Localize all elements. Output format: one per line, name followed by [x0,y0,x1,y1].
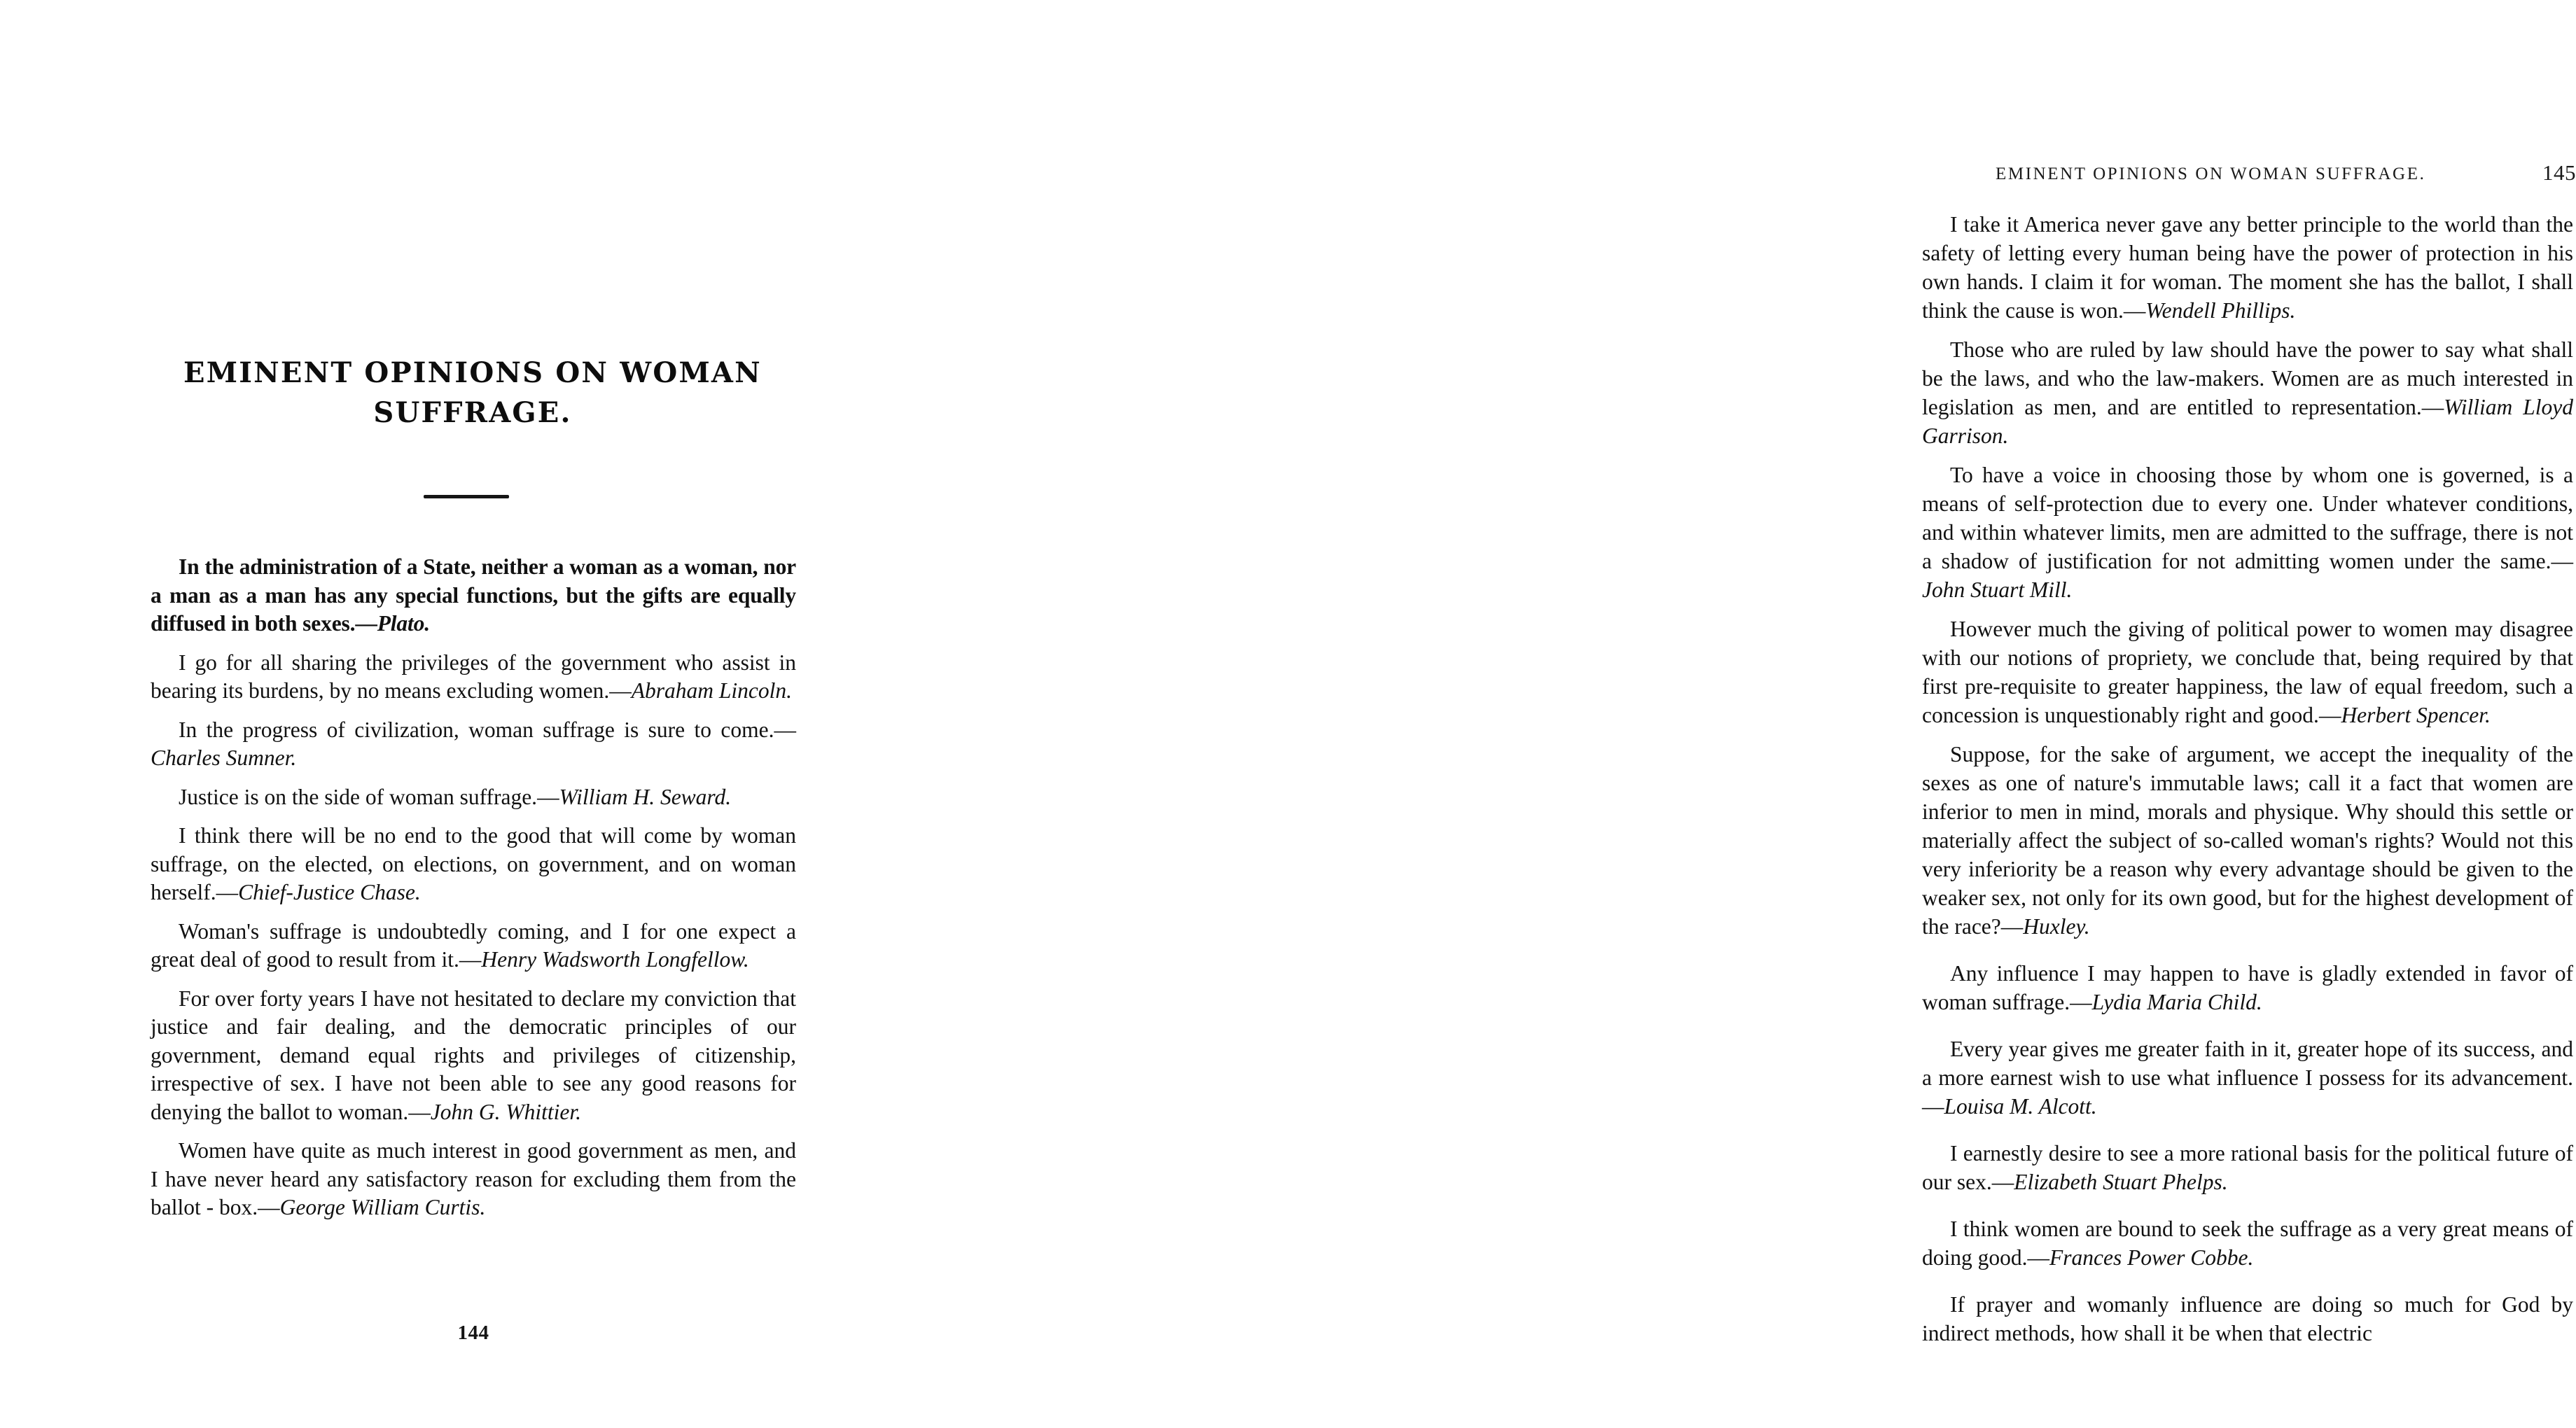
page-right [893,0,2576,1428]
running-head-text: EMINENT OPINIONS ON WOMAN SUFFRAGE. [1996,164,2426,183]
quotation-text: For over forty years I have not hesitated to declare my conviction that justice and fair dealing, and the democratic principles of our government, demand equal rights and privileges of citizenship, irrespective of sex. I have not been able to see any good reasons for denying the ballot to woman. [151,986,796,1124]
attribution-dash: — [1922,1094,1944,1119]
quotation-text: However much the giving of political power to women may disagree with our notions of propriety, we conclude that, being required by that first pre-requisite to greater happiness, the law of equal freedom, such a concession is unquestionably right and good. [1922,617,2573,727]
quotation [1922,210,2573,325]
quotation [1922,959,2573,1016]
quotation [151,716,796,773]
quotation [1922,335,2573,450]
quotation [151,1137,796,1222]
attribution-dash: — [408,1099,431,1124]
attribution-dash: — [537,784,559,809]
quotation-text: I earnestly desire to see a more rational basis for the political future of our sex. [1922,1141,2573,1194]
attribution-dash: — [2027,1245,2050,1270]
left-column-quotations [151,553,796,1224]
quotation [151,553,796,638]
chapter-title-block [151,354,795,433]
quotation-text: In the administration of a State, neither a woman as a woman, nor a man as a man has any special functions, but the gifts are equally diffused in both sexes. [151,554,796,636]
quotation-text: Justice is on the side of woman suffrage. [179,784,538,809]
attribution-dash: — [2421,395,2444,419]
quotation-attribution: William Lloyd Garrison. [1922,395,2573,448]
quotation [151,985,796,1127]
quotation-attribution: Plato. [377,611,430,636]
quotation-text: Any influence I may happen to have is gladly extended in favor of woman suffrage. [1922,961,2573,1014]
attribution-dash: — [2000,914,2024,939]
quotation-attribution: Elizabeth Stuart Phelps. [2014,1170,2228,1194]
quotation-text: To have a voice in choosing those by whom one is governed, is a means of self-protection due to every one. Under whatever conditions, and within whatever limits, men are admitted to the suffrage, there is not a shadow of justification for not admitting women under the same. [1922,463,2573,573]
attribution-dash: — [2318,703,2341,727]
attribution-dash: — [609,678,632,703]
page-title-line-1: EMINENT OPINIONS ON WOMAN [183,356,762,389]
quotation [1922,1139,2573,1196]
quotation-attribution: Chief-Justice Chase. [238,880,421,904]
quotation-attribution: George William Curtis. [279,1195,486,1219]
quotation-attribution: Wendell Phillips. [2145,298,2296,323]
attribution-dash: — [1991,1170,2014,1194]
page-left [0,0,893,1428]
quotation-text: I think women are bound to seek the suffrage as a very great means of doing good. [1922,1217,2573,1270]
quotation-text: I take it America never gave any better principle to the world than the safety of letting every human being have the power of protection in his own hands. I claim it for woman. The moment she has the ballot, I shall think the cause is won. [1922,212,2573,323]
attribution-dash: — [216,880,239,904]
quotation-attribution: William H. Seward. [559,784,732,809]
quotation-attribution: Herbert Spencer. [2341,703,2491,727]
quotation-text: Suppose, for the sake of argument, we accept the inequality of the sexes as one of nature's immutable laws; call it a fact that women are inferior to men in mind, morals and physique. Why should this settle or materially affect the subject of so-called woman's rights? Would not this very inferiority be a reason why every advantage should be given to the weaker sex, not only for its own good, but for the highest development of the race? [1922,742,2573,939]
quotation-attribution: Frances Power Cobbe. [2049,1245,2254,1270]
quotation-text: Every year gives me greater faith in it, greater hope of its success, and a more earnest wish to use what influence I possess for its advancement. [1922,1037,2573,1090]
quotation [151,783,796,812]
attribution-dash: — [258,1195,280,1219]
quotation [1922,615,2573,729]
quotation-text: Women have quite as much interest in good government as men, and I have never heard any satisfactory reason for excluding them from the ballot - box. [151,1138,796,1219]
quotation-text: If prayer and womanly influence are doing so much for God by indirect methods, how shall it be when that electric [1922,1292,2573,1345]
quotation-text: I think there will be no end to the good that will come by woman suffrage, on the elected, on elections, on government, and on woman herself. [151,823,796,904]
quotation [151,918,796,974]
attribution-dash: — [2123,298,2146,323]
quotation-attribution: Huxley. [2023,914,2090,939]
quotation-attribution: John G. Whittier. [430,1099,582,1124]
quotation-text: I go for all sharing the privileges of the government who assist in bearing its burdens, by no means excluding women. [151,650,796,703]
quotation [1922,740,2573,941]
quotation-attribution: Abraham Lincoln. [631,678,793,703]
attribution-dash: — [2070,990,2092,1014]
attribution-dash: — [774,717,796,742]
attribution-dash: — [459,947,482,972]
quotation-attribution: Louisa M. Alcott. [1944,1094,2097,1119]
quotation-text: In the progress of civilization, woman suffrage is sure to come. [179,717,774,742]
page-title-line-2: SUFFRAGE. [373,396,572,429]
quotation-text: Woman's suffrage is undoubtedly coming, and I for one expect a great deal of good to result from it. [151,918,796,972]
quotation [1922,1290,2573,1348]
quotation-attribution: John Stuart Mill. [1922,578,2073,602]
quotation [1922,1035,2573,1121]
page-number-left: 144 [457,1322,489,1344]
quotation-text: Those who are ruled by law should have the power to say what shall be the laws, and who the law-makers. Women are as much interested in legislation as men, and are entitled to representation. [1922,337,2573,419]
page-number-right: 145 [2542,160,2576,185]
attribution-dash: — [355,611,377,636]
quotation [1922,461,2573,604]
running-head [1996,160,2576,185]
quotation [1922,1214,2573,1272]
quotation-attribution: Henry Wadsworth Longfellow. [481,947,749,972]
quotation-attribution: Charles Sumner. [151,746,297,770]
quotation [151,822,796,907]
right-column-quotations [1922,210,2573,1349]
quotation-attribution: Lydia Maria Child. [2091,990,2262,1014]
page-title [151,354,795,433]
title-divider-rule [424,495,509,498]
attribution-dash: — [2551,549,2573,573]
quotation [151,649,796,706]
